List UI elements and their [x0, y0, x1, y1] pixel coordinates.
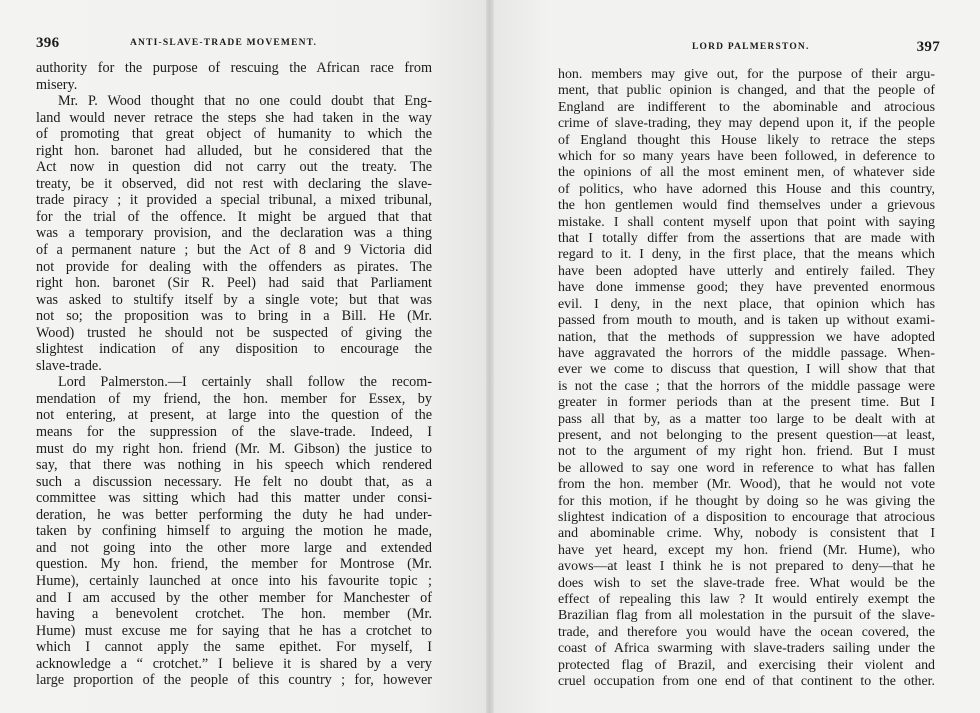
- text-line: Hume), certainly launched at once into his favourite topic ;: [36, 572, 432, 589]
- text-line: ever we come to discuss that question, I will show that that: [558, 362, 935, 378]
- text-line: Brazilian flag from all molestation in the pursuit of the slave-: [558, 608, 935, 624]
- text-line: crime of slave-trading, they may depend upon it, if the people: [558, 116, 935, 132]
- text-line: slightest indication of any disposition to encourage the: [36, 341, 432, 358]
- text-line: of England thought this House likely to retrace the steps: [558, 132, 935, 148]
- text-line: passed from mouth to mouth, and is taken up without exami-: [558, 313, 935, 329]
- text-line: the opinions of all the most eminent men, of whatever side: [558, 165, 935, 181]
- text-line: say, that there was nothing in his speech which rendered: [36, 457, 432, 474]
- text-line: acknowledge a “ crotchet.” I believe it is shared by a very: [36, 655, 432, 672]
- text-line: evil. I deny, in the next place, that opinion which has: [558, 296, 935, 312]
- right-page-number: 397: [916, 39, 940, 55]
- text-line: be allowed to say one word in reference to what has fallen: [558, 460, 935, 476]
- text-line: for this motion, if he thought by doing so he was giving the: [558, 493, 935, 509]
- text-line: deration, he was better performing the duty he had under-: [36, 506, 432, 523]
- right-page: [490, 0, 980, 713]
- text-line: of promoting that great object of humanity to which the: [36, 126, 432, 143]
- text-line: Lord Palmerston.—I certainly shall follow the recom-: [58, 374, 432, 391]
- text-line: have done immense good; they have prevented enormous: [558, 280, 935, 296]
- left-page-text: [36, 60, 432, 689]
- text-line: hon. members may give out, for the purpose of their argu-: [558, 67, 935, 82]
- text-line: not entering, at present, at large into the question of the: [36, 407, 432, 424]
- text-line: have yet heard, except my hon. friend (Mr. Hume), who: [558, 542, 935, 558]
- text-line: which I cannot apply the same epithet. For myself, I: [36, 639, 432, 656]
- text-line: avows—at least I think he is not prepared to deny—that he: [558, 559, 935, 575]
- text-line: committee was sitting which had this matter under consi-: [36, 490, 432, 507]
- text-line: authority for the purpose of rescuing the African race from: [36, 60, 432, 76]
- text-line: not so; the proposition was to bring in a Bill. He (Mr.: [36, 308, 432, 325]
- text-line: must do my right hon. friend (Mr. M. Gibson) the justice to: [36, 440, 432, 457]
- text-line: which for so many years have been followed, in deference to: [558, 149, 935, 165]
- text-line: mistake. I shall content myself upon that point with saying: [558, 214, 935, 230]
- right-running-title: LORD PALMERSTON.: [692, 42, 810, 52]
- text-line: means for the suppression of the slave-trade. Indeed, I: [36, 424, 432, 441]
- text-line: England are indifferent to the abominable and atrocious: [558, 99, 935, 115]
- text-line: and abominable crime. Why, nobody is consistent that I: [558, 526, 935, 542]
- text-line: the hon gentlemen would find themselves under a grievous: [558, 198, 935, 214]
- text-line: does wish to set the slave-trade free. What would be the: [558, 575, 935, 591]
- text-line: not provide for dealing with the offenders as pirates. The: [36, 258, 432, 275]
- text-line: coast of Africa swarming with slave-traders sailing under the: [558, 641, 935, 657]
- text-line: was asked to stultify itself by a single vote; but that was: [36, 291, 432, 308]
- left-running-title: ANTI-SLAVE-TRADE MOVEMENT.: [130, 38, 318, 48]
- text-line: treaty, be it observed, did not rest with declaring the slave-: [36, 175, 432, 192]
- text-line: trade, and therefore you would have the ocean covered, the: [558, 624, 935, 640]
- book-gutter: [486, 0, 494, 713]
- text-line: greater in former periods than at the present time. But I: [558, 395, 935, 411]
- text-line: of a permanent nature ; but the Act of 8 and 9 Victoria did: [36, 242, 432, 259]
- text-line: slave-trade.: [36, 357, 102, 374]
- text-line: Wood) trusted he should not be suspected of giving the: [36, 324, 432, 341]
- text-line: taken by confining himself to arguing the motion he made,: [36, 523, 432, 540]
- text-line: nation, that the methods of suppression we have adopted: [558, 329, 935, 345]
- text-line: such a discussion necessary. He felt no doubt that, as a: [36, 473, 432, 490]
- text-line: cruel occupation from one end of that continent to the other.: [558, 674, 935, 690]
- text-line: was a temporary provision, and the declaration was a thing: [36, 225, 432, 242]
- text-line: and I am accused by the other member for Manchester of: [36, 589, 432, 606]
- text-line: Hume) must excuse me for saying that he has a crotchet to: [36, 622, 432, 639]
- text-line: have been adopted have utterly and entirely failed. They: [558, 263, 935, 279]
- text-line: right hon. baronet (Sir R. Peel) had said that Parliament: [36, 275, 432, 292]
- text-line: is not the case ; that the horrors of the middle passage were: [558, 378, 935, 394]
- text-line: right hon. baronet had alluded, but he considered that the: [36, 142, 432, 159]
- text-line: large proportion of the people of this country ; for, however: [36, 672, 432, 689]
- text-line: question. My hon. friend, the member for Montrose (Mr.: [36, 556, 432, 573]
- text-line: not to the argument of my right hon. friend. But I must: [558, 444, 935, 460]
- text-line: that I totally differ from the assertions that are made with: [558, 231, 935, 247]
- left-page-number: 396: [36, 35, 60, 51]
- text-line: Mr. P. Wood thought that no one could doubt that Eng-: [58, 93, 432, 110]
- text-line: of politics, who have adorned this House and this country,: [558, 181, 935, 197]
- text-line: Act now in question did not carry out the treaty. The: [36, 159, 432, 176]
- text-line: pass all that by, as a matter too large to be dealt with at: [558, 411, 935, 427]
- text-line: for the trial of the offence. It might be argued that that: [36, 208, 432, 225]
- text-line: ment, that public opinion is changed, and that the people of: [558, 83, 935, 99]
- text-line: present, and not belonging to the present question—at least,: [558, 427, 935, 443]
- text-line: land would never retrace the steps she had taken in the way: [36, 109, 432, 126]
- text-line: regard to it. I deny, in the first place, that the means which: [558, 247, 935, 263]
- text-line: protected flag of Brazil, and exercising their violent and: [558, 657, 935, 673]
- text-line: effect of repealing this law ? It would entirely exempt the: [558, 592, 935, 607]
- text-line: having a benevolent crotchet. The hon. member (Mr.: [36, 606, 432, 623]
- text-line: and not going into the other more large and extended: [36, 539, 432, 556]
- text-line: from the hon. member (Mr. Wood), that he would not vote: [558, 477, 935, 493]
- text-line: misery.: [36, 76, 78, 93]
- text-line: mendation of my friend, the hon. member for Essex, by: [36, 390, 432, 407]
- text-line: trade piracy ; it provided a special tribunal, a mixed tribunal,: [36, 192, 432, 209]
- text-line: slightest indication of a disposition to encourage that atrocious: [558, 509, 935, 525]
- right-page-text: [558, 67, 935, 690]
- text-line: have aggravated the horrors of the middle passage. When-: [558, 345, 935, 361]
